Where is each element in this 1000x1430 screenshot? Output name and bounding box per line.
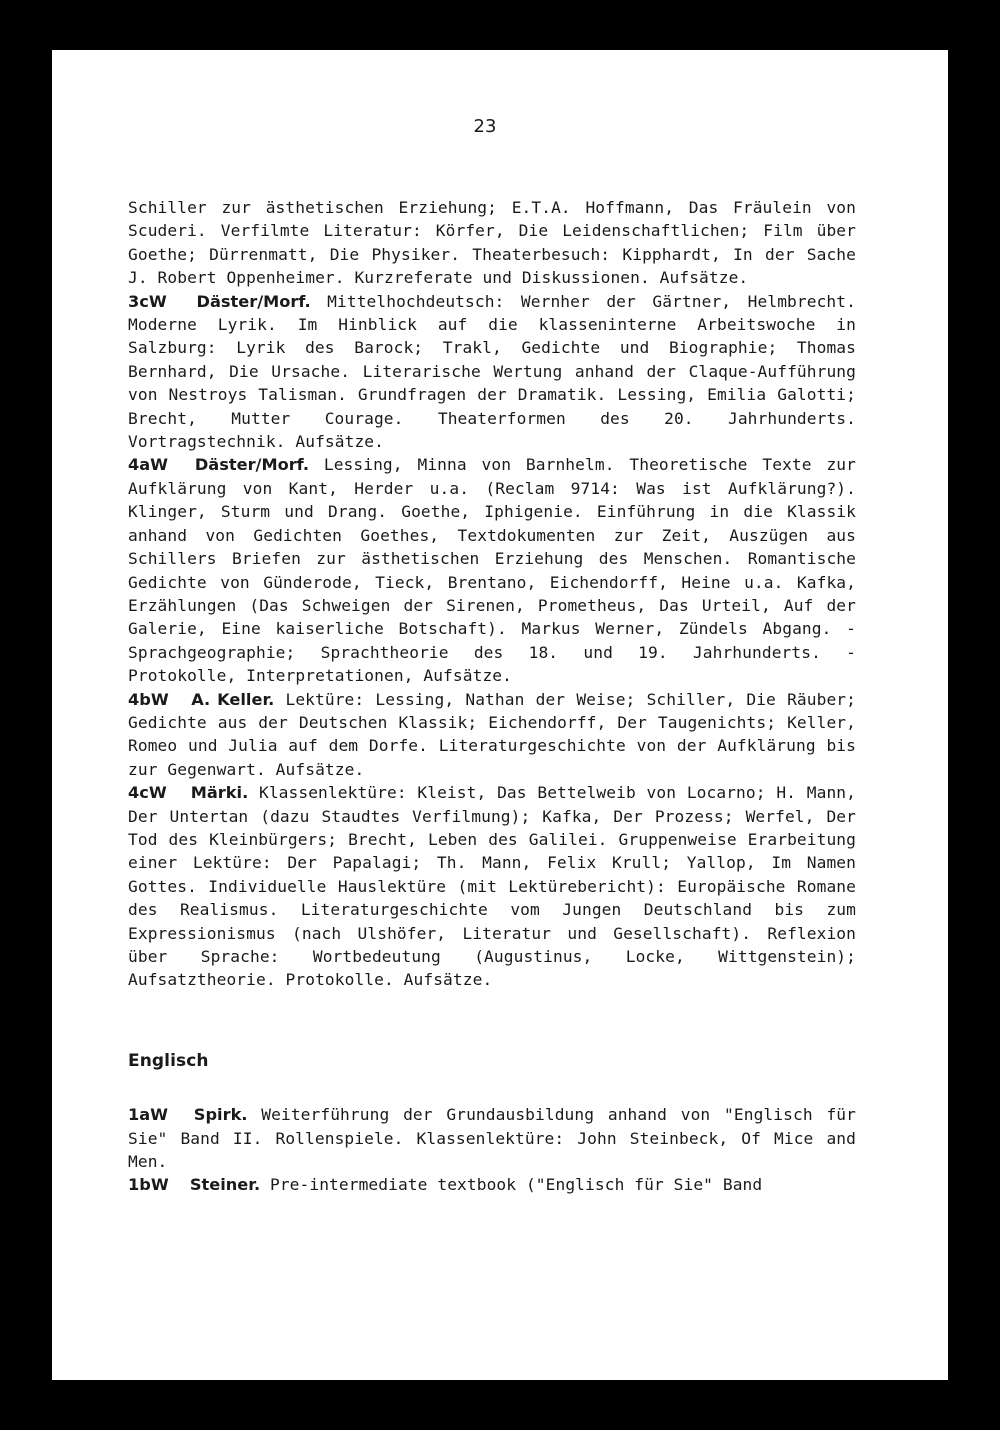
class-code: 3cW bbox=[128, 291, 167, 311]
class-code: 1bW bbox=[128, 1175, 169, 1195]
teacher-name: Steiner. bbox=[189, 1175, 261, 1195]
document-page bbox=[52, 50, 948, 1380]
section-heading-englisch: Englisch bbox=[128, 1050, 209, 1071]
page-number: 23 bbox=[473, 116, 497, 137]
entry-1bW bbox=[128, 1173, 856, 1196]
teacher-name: Spirk. bbox=[193, 1105, 248, 1125]
entry-3cW bbox=[128, 290, 856, 454]
entry-text: Mittelhochdeutsch: Wernher der Gärtner, Helmbrecht. Moderne Lyrik. Im Hinblick auf die klasseninterne Arbeitswoche in Salzburg: Lyrik des Barock; Trakl, Gedichte und Biographie; Thomas Bernhard, Die Ursache. Literarische Wertung anhand der Claque-Aufführung von Nestroys Talisman. Grundfragen der Dramatik. Lessing, Emilia Galotti; Brecht, Mutter Courage. Theaterformen des 20. Jahrhunderts. Vortragstechnik. Aufsätze. bbox=[128, 291, 856, 452]
entry-text: Pre-intermediate textbook ("Englisch für Sie" Band bbox=[269, 1175, 763, 1195]
entry-text: Weiterführung der Grundausbildung anhand von "Englisch für Sie" Band II. Rollenspiele. Klassenlektüre: John Steinbeck, Of Mice and Men. bbox=[128, 1105, 856, 1172]
teacher-name: Däster/Morf. bbox=[196, 291, 311, 311]
entry-text: Lessing, Minna von Barnhelm. Theoretische Texte zur Aufklärung von Kant, Herder u.a. (Reclam 9714: Was ist Aufklärung?). Klinger, Sturm und Drang. Goethe, Iphigenie. Einführung in die Klassik anhand von Gedichten Goethes, Textdokumenten zur Zeit, Auszügen aus Schillers Briefen zur ästhetischen Erziehung des Menschen. Romantische Gedichte von Günderode, Tieck, Brentano, Eichendorff, Heine u.a. Kafka, Erzählungen (Das Schweigen der Sirenen, Prometheus, Das Urteil, Auf der Galerie, Eine kaiserliche Botschaft). Markus Werner, Zündels Abgang. - Sprachgeographie; Sprachtheorie des 18. und 19. Jahrhunderts. - Protokolle, Interpretationen, Aufsätze. bbox=[128, 455, 856, 686]
teacher-name: A. Keller. bbox=[191, 689, 275, 709]
class-code: 4bW bbox=[128, 689, 169, 709]
teacher-name: Däster/Morf. bbox=[194, 455, 309, 475]
deutsch-intro: Schiller zur ästhetischen Erziehung; E.T.A. Hoffmann, Das Fräulein von Scuderi. Verfilmte Literatur: Körfer, Die Leidenschaftlichen; Film über Goethe; Dürrenmatt, Die Physiker. Theaterbesuch: Kipphardt, In der Sache J. Robert Oppenheimer. Kurzreferate und Diskussionen. Aufsätze. bbox=[128, 198, 856, 288]
class-code: 1aW bbox=[128, 1105, 169, 1125]
teacher-name: Märki. bbox=[190, 783, 249, 803]
entry-1aW bbox=[128, 1103, 856, 1173]
entry-text: Lektüre: Lessing, Nathan der Weise; Schiller, Die Räuber; Gedichte aus der Deutschen Klassik; Eichendorff, Der Taugenichts; Keller, Romeo und Julia auf dem Dorfe. Literaturgeschichte von der Aufklärung bis zur Gegenwart. Aufsätze. bbox=[128, 689, 856, 779]
englisch-section bbox=[128, 1103, 856, 1197]
entry-text: Klassenlektüre: Kleist, Das Bettelweib von Locarno; H. Mann, Der Untertan (dazu Staudtes Verfilmung); Kafka, Der Prozess; Werfel, Der Tod des Kleinbürgers; Brecht, Leben des Galilei. Gruppenweise Erarbeitung einer Lektüre: Der Papalagi; Th. Mann, Felix Krull; Yallop, Im Namen Gottes. Individuelle Hauslektüre (mit Lektürebericht): Europäische Romane des Realismus. Literaturgeschichte vom Jungen Deutschland bis zum Expressionismus (nach Ulshöfer, Literatur und Gesellschaft). Reflexion über Sprache: Wortbedeutung (Augustinus, Locke, Wittgenstein); Aufsatztheorie. Protokolle. Aufsätze. bbox=[128, 783, 856, 990]
document-body bbox=[128, 196, 856, 1197]
class-code: 4cW bbox=[128, 783, 167, 803]
entry-4cW bbox=[128, 781, 856, 992]
entry-4bW bbox=[128, 688, 856, 782]
class-code: 4aW bbox=[128, 455, 169, 475]
entry-4aW bbox=[128, 453, 856, 687]
